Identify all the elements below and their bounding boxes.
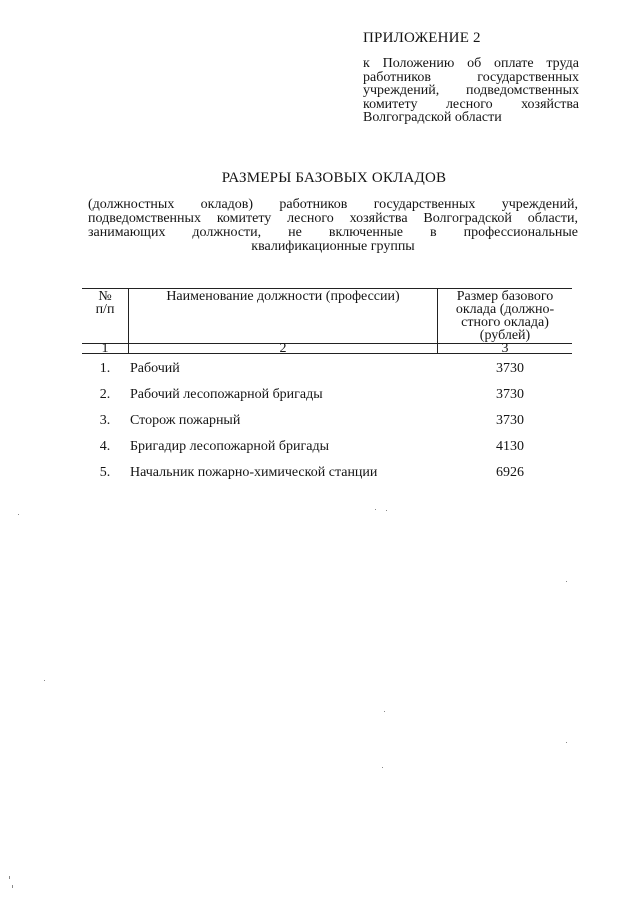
text-line <box>363 57 579 71</box>
position-name: Бригадир лесопожарной бригады <box>130 439 329 454</box>
word: (должностных <box>88 197 175 212</box>
document-subtitle <box>88 198 578 254</box>
word: работников <box>363 69 431 85</box>
column-number-3: 3 <box>501 341 509 356</box>
text-line <box>88 240 578 254</box>
table-row <box>82 413 572 439</box>
salary-table-body <box>82 361 572 491</box>
salary-value: 3730 <box>496 413 524 428</box>
header-name <box>129 290 437 303</box>
position-name: Рабочий <box>130 361 180 376</box>
header-line: Наименование должности (профессии) <box>166 289 400 304</box>
word: лесного <box>445 96 493 112</box>
word: профессиональные <box>463 225 578 240</box>
table-row <box>82 439 572 465</box>
row-number: 2. <box>99 387 111 402</box>
table-row <box>82 465 572 491</box>
row-number: 1. <box>99 361 111 376</box>
position-name: Сторож пожарный <box>130 413 241 428</box>
word: комитету <box>216 211 272 226</box>
header-line: № <box>98 289 112 304</box>
row-number: 3. <box>99 413 111 428</box>
header-line: (рублей) <box>479 328 531 343</box>
position-name: Рабочий лесопожарной бригады <box>130 387 323 402</box>
salary-value: 3730 <box>496 361 524 376</box>
scan-speck <box>9 876 10 879</box>
text-line <box>363 98 579 112</box>
scan-speck <box>566 581 567 582</box>
scan-speck <box>384 711 385 712</box>
scan-speck <box>382 767 383 768</box>
word: области, <box>527 211 578 226</box>
column-number-1: 1 <box>101 341 109 356</box>
text-line <box>88 212 578 226</box>
scan-speck <box>18 514 19 515</box>
word: хозяйства <box>349 211 408 226</box>
word: окладов) <box>200 197 254 212</box>
header-line: п/п <box>95 302 115 317</box>
word: учреждений, <box>363 83 440 98</box>
table-row <box>82 387 572 413</box>
word: оплате <box>493 56 534 71</box>
annex-text <box>363 57 579 125</box>
position-name: Начальник пожарно-химической станции <box>130 465 378 480</box>
text-line <box>363 71 579 85</box>
text-line <box>88 198 578 212</box>
word: государственных <box>477 69 579 85</box>
table-row <box>82 361 572 387</box>
word: комитету <box>363 96 418 112</box>
word: к <box>363 56 370 71</box>
salary-value: 6926 <box>496 465 524 480</box>
header-line: оклада (должно- <box>455 302 555 317</box>
header-num <box>82 290 128 316</box>
annex-title: ПРИЛОЖЕНИЕ 2 <box>363 30 481 46</box>
word: Положению <box>382 56 455 71</box>
word: об <box>467 56 482 71</box>
word: должности, <box>192 225 262 240</box>
word: в <box>429 225 437 240</box>
row-number: 4. <box>99 439 111 454</box>
row-number: 5. <box>99 465 111 480</box>
header-line: стного оклада) <box>461 315 549 330</box>
header-line: Размер базового <box>456 289 554 304</box>
salary-table-header <box>82 288 572 354</box>
word: включенные <box>328 225 404 240</box>
scan-speck <box>566 742 567 743</box>
scan-speck <box>375 509 376 510</box>
word: труда <box>546 56 579 71</box>
word: подведомственных <box>88 211 201 226</box>
scan-speck <box>12 885 13 888</box>
word: квалификационные группы <box>251 239 415 254</box>
word: Волгоградской <box>423 211 512 226</box>
salary-value: 4130 <box>496 439 524 454</box>
scan-speck <box>386 510 387 511</box>
word: Волгоградской области <box>363 110 502 125</box>
word: подведомственных <box>466 83 579 98</box>
word: учреждений, <box>501 197 578 212</box>
text-line <box>363 111 579 125</box>
document-title: РАЗМЕРЫ БАЗОВЫХ ОКЛАДОВ <box>221 170 447 186</box>
word: лесного <box>287 211 334 226</box>
header-value <box>438 290 572 342</box>
word: занимающих <box>88 225 166 240</box>
word: работников <box>279 197 348 212</box>
salary-value: 3730 <box>496 387 524 402</box>
column-number-2: 2 <box>279 341 287 356</box>
annex-header <box>363 29 579 125</box>
text-line <box>363 84 579 98</box>
scan-speck <box>44 680 45 681</box>
word: не <box>288 225 302 240</box>
word: хозяйства <box>521 96 579 112</box>
text-line <box>88 226 578 240</box>
word: государственных <box>373 197 476 212</box>
